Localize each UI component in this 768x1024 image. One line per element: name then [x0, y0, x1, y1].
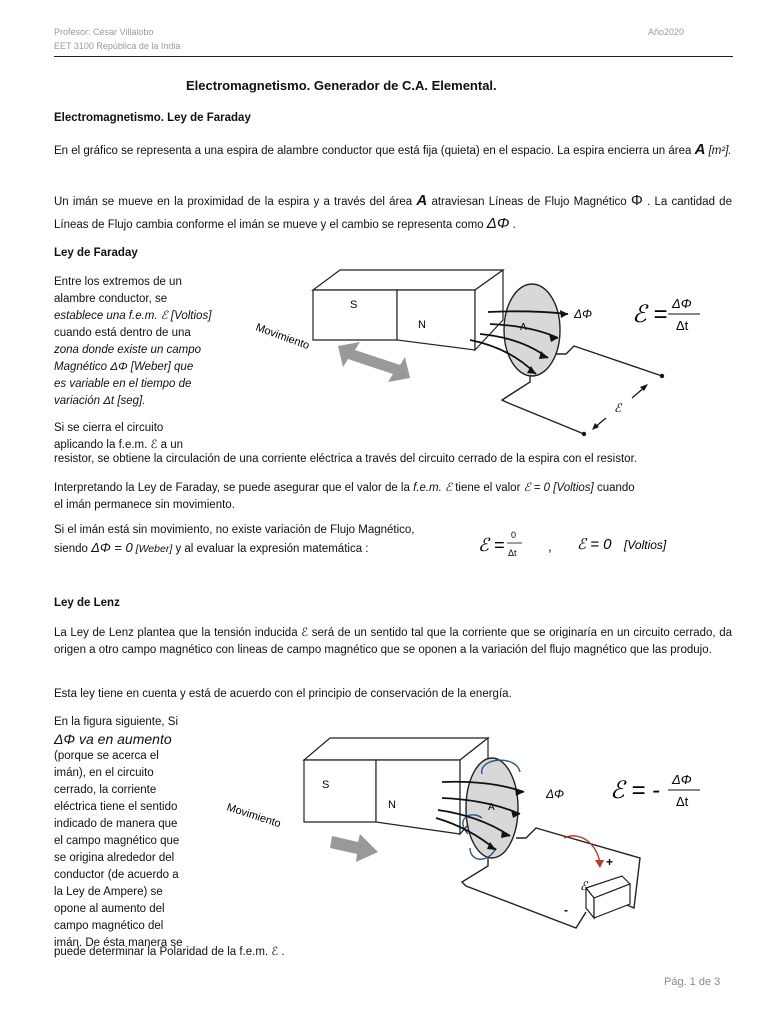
lenz-line: se origina alrededor del: [54, 852, 175, 864]
magnet-2-face-n: [376, 760, 460, 834]
lenz-last-line: puede determinar la Polaridad de la f.e.m. ℰ .: [54, 946, 285, 958]
still-paragraph: [54, 522, 474, 558]
magnet-2-face-s: [304, 760, 376, 822]
interp-b: tiene el valor: [452, 482, 524, 494]
lenz-line: imán), en el circuito: [54, 767, 154, 779]
section-heading-faraday-em: Electromagnetismo. Ley de Faraday: [54, 112, 251, 124]
faraday-diagram: [240, 250, 740, 450]
magnet-face-s: [313, 290, 397, 340]
emf-2-label: ℰ: [580, 879, 588, 893]
lenz-line: opone al aumento del: [54, 903, 165, 915]
section-heading-lenz: Ley de Lenz: [54, 597, 120, 609]
para2-end: .: [509, 219, 516, 231]
movement-double-arrow: [338, 342, 410, 382]
lenz-line: campo magnético del: [54, 920, 164, 932]
zero-eq-num: 0: [511, 530, 517, 540]
still-b: y al evaluar la expresión matemática :: [172, 543, 369, 555]
header-school: EET 3100 República de la India: [54, 41, 181, 51]
lenz-line: el campo magnético que: [54, 835, 180, 847]
magnet-n-label: N: [418, 319, 426, 331]
lenz-left-text: [54, 714, 199, 952]
area-symbol-2: A: [416, 192, 428, 209]
still-a: siendo: [54, 543, 92, 555]
faraday-line: Entre los extremos de un: [54, 276, 182, 288]
lenz-diagram: [220, 718, 720, 933]
lenz-line: la Ley de Ampere) se: [54, 886, 163, 898]
lenz-line: conductor (de acuerdo a: [54, 869, 179, 881]
terminal-top: [660, 374, 664, 378]
faraday-line: Magnético ΔΦ [Weber] que: [54, 361, 194, 373]
still-line1: Si el imán está sin movimiento, no existe variación de Flujo Magnético,: [54, 524, 415, 536]
paragraph-area: [54, 141, 732, 160]
faraday-close-full: resistor, se obtiene la circulación de una corriente eléctrica a través del circuito cerrado de la espira con el resistor.: [54, 453, 637, 465]
faraday-line: cuando está dentro de una: [54, 327, 191, 339]
lenz-line: cerrado, la corriente: [54, 784, 157, 796]
magnet-2-s-label: S: [322, 779, 330, 791]
area-symbol: A: [694, 141, 706, 158]
emf-label: ℰ: [614, 401, 622, 415]
lenz-formula-lhs: ℰ = -: [610, 777, 660, 804]
lenz-formula-num: ΔΦ: [672, 772, 692, 787]
movement-2-label: Movimiento: [225, 801, 283, 831]
paragraph-flux: [54, 190, 732, 236]
magnet-top: [313, 270, 503, 290]
movement-label: Movimiento: [253, 321, 311, 353]
area-label: A: [520, 322, 527, 333]
lenz-line: (porque se acerca el: [54, 750, 159, 762]
zero-eq-lhs: ℰ =: [478, 535, 505, 555]
faraday-line: zona donde existe un campo: [54, 344, 202, 356]
area-unit: [m²].: [705, 145, 732, 157]
zero-eq2-unit: [Voltios]: [624, 538, 667, 552]
phi-symbol: Φ: [630, 192, 643, 209]
delta-phi-symbol: ΔΦ: [486, 215, 510, 232]
lenz-paragraph-2: Esta ley tiene en cuenta y está de acuerdo con el principio de conservación de la energía.: [54, 688, 512, 700]
dphi-label: ΔΦ: [574, 307, 593, 321]
close-line: aplicando la f.e.m. ℰ a un: [54, 439, 184, 451]
magnet-face-n: [397, 290, 475, 350]
still-eq: ΔΦ = 0: [91, 540, 133, 555]
para2-text-c: . La cantidad de Líneas de Flujo cambia conforme el imán se mueve y el cambio se representa como: [54, 196, 732, 231]
still-unit: [Weber]: [132, 543, 173, 555]
interp-fem: f.e.m. ℰ: [413, 482, 452, 494]
formula-den: Δt: [676, 318, 689, 333]
zero-eq-den: Δt: [508, 548, 517, 558]
faraday-left-text: [54, 274, 230, 410]
magnet: [313, 270, 503, 350]
zero-comma: ,: [548, 539, 552, 554]
interp-line2: el imán permanece sin movimiento.: [54, 499, 235, 511]
close-line: Si se cierra el circuito: [54, 422, 164, 434]
lenz-line: ΔΦ va en aumento: [54, 731, 172, 747]
minus-label: -: [564, 903, 568, 917]
faraday-line: alambre conductor, se: [54, 293, 168, 305]
current-arrowhead: [595, 860, 604, 868]
header-rule: [54, 56, 733, 57]
faraday-line: variación Δt [seg].: [54, 395, 146, 407]
lenz-formula-den: Δt: [676, 794, 689, 809]
lenz-paragraph-1: La Ley de Lenz plantea que la tensión inducida ℰ será de un sentido tal que la corriente que se originaría en un circuito cerrado, da origen a otro campo magnético con lineas de campo magnético que se oponen a la variación del flujo magnético que las produjo.: [54, 627, 732, 656]
movement-2-arrow: [330, 834, 378, 862]
para2-text-a: Un imán se mueve en la proximidad de la espira y a través del área: [54, 196, 417, 208]
faraday-line: establece una f.e.m. ℰ [Voltios]: [54, 310, 212, 322]
interp-c: cuando: [593, 482, 635, 494]
page-number: Pág. 1 de 3: [664, 976, 721, 988]
current-arrow: [564, 836, 600, 864]
section-heading-faraday: Ley de Faraday: [54, 247, 138, 259]
lenz-line: eléctrica tiene el sentido: [54, 801, 178, 813]
plus-label: +: [606, 855, 614, 869]
formula-lhs: ℰ =: [632, 301, 668, 328]
interp-val: ℰ = 0 [Voltios]: [523, 482, 594, 494]
faraday-close-text: [54, 420, 230, 454]
magnet-2-top: [304, 738, 488, 760]
header-year: Año2020: [648, 27, 685, 37]
interp-a: Interpretando la Ley de Faraday, se puede asegurar que el valor de la: [54, 482, 414, 494]
magnet-s-label: S: [350, 299, 358, 311]
lenz-line: En la figura siguiente, Si: [54, 716, 179, 728]
header-teacher: Profesor: César Villalobo: [54, 27, 154, 37]
interp-paragraph: [54, 480, 744, 514]
magnet-2: [304, 738, 488, 834]
para2-text-b: atraviesan Líneas de Flujo Magnético: [427, 196, 631, 208]
para1-text: En el gráfico se representa a una espira de alambre conductor que está fija (quieta) en el espacio. La espira encierra un área: [54, 145, 695, 157]
zero-eq2: ℰ = 0: [577, 536, 612, 553]
page-title: Electromagnetismo. Generador de C.A. Elemental.: [186, 78, 497, 93]
faraday-line: es variable en el tiempo de: [54, 378, 192, 390]
area-2-label: A: [488, 802, 495, 813]
lenz-line: imán. De ésta manera se: [54, 937, 183, 949]
terminal-bottom: [582, 432, 586, 436]
dphi-2-label: ΔΦ: [546, 787, 565, 801]
lenz-line: indicado de manera que: [54, 818, 178, 830]
magnet-2-n-label: N: [388, 799, 396, 811]
resistor: [586, 876, 630, 918]
formula-num: ΔΦ: [672, 296, 692, 311]
zero-formula: [474, 524, 694, 566]
